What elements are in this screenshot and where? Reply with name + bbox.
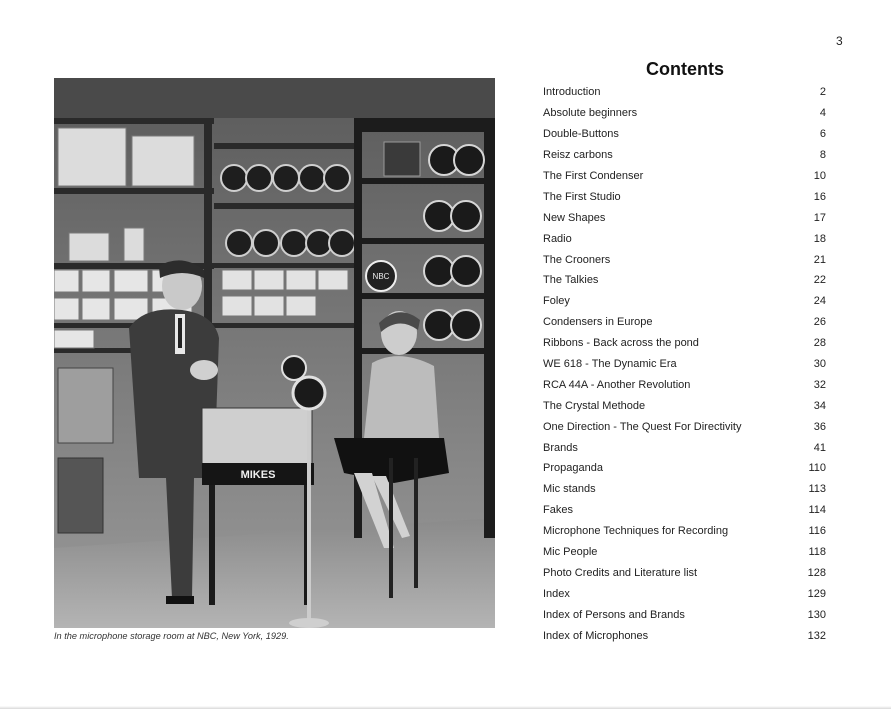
toc-entry-title: The Talkies: [543, 274, 599, 287]
toc-entry[interactable]: [543, 312, 826, 333]
toc-entry-title: Brands: [543, 441, 578, 454]
toc-entry[interactable]: [543, 228, 826, 249]
toc-entry-page: 24: [813, 295, 826, 308]
toc-entry-page: 2: [819, 86, 826, 99]
toc-entry[interactable]: [543, 270, 826, 291]
toc-entry[interactable]: [543, 82, 826, 103]
photo-illustration: [54, 78, 495, 628]
toc-entry[interactable]: [543, 124, 826, 145]
toc-entry-page: 116: [808, 525, 826, 538]
toc-entry-page: 10: [813, 170, 826, 182]
toc-entry[interactable]: [543, 458, 826, 479]
toc-entry-title: Reisz carbons: [543, 149, 613, 162]
contents-title: Contents: [646, 59, 724, 79]
toc-entry[interactable]: [543, 395, 826, 416]
toc-entry-title: Absolute beginners: [543, 107, 638, 120]
toc-entry-title: The First Condenser: [543, 170, 644, 182]
toc-entry-page: 132: [807, 629, 826, 642]
toc-entry-page: 110: [808, 462, 826, 475]
toc-entry-page: 41: [813, 441, 826, 454]
toc-entry-page: 17: [813, 211, 826, 224]
toc-entry[interactable]: [543, 186, 826, 207]
toc-entry[interactable]: [543, 583, 826, 604]
toc-entry-title: Fakes: [543, 504, 573, 517]
toc-entry-title: Propaganda: [543, 462, 603, 475]
toc-entry[interactable]: [543, 207, 826, 228]
toc-entry-title: Index: [543, 587, 570, 600]
toc-entry-title: RCA 44A - Another Revolution: [543, 378, 691, 391]
toc-entry-page: 21: [813, 253, 826, 266]
toc-entry-title: Photo Credits and Literature list: [543, 566, 698, 579]
toc-entry-page: 18: [813, 232, 826, 245]
photo-caption: In the microphone storage room at NBC, New York, 1929.: [54, 631, 289, 641]
toc-entry-title: Double-Buttons: [543, 128, 619, 141]
toc-entry-page: 128: [807, 566, 826, 579]
toc-entry[interactable]: [543, 249, 826, 270]
toc-entry-title: New Shapes: [543, 211, 606, 224]
toc-entry-page: 8: [819, 149, 826, 162]
toc-entry-page: 114: [808, 504, 826, 517]
toc-entry-title: Index of Persons and Brands: [543, 608, 685, 621]
page-number: 3: [836, 34, 843, 48]
toc-entry[interactable]: [543, 333, 826, 354]
toc-entry[interactable]: [543, 562, 826, 583]
toc-entry-title: WE 618 - The Dynamic Era: [543, 358, 677, 371]
toc-entry-title: Condensers in Europe: [543, 316, 653, 329]
toc-entry-title: Mic stands: [543, 483, 596, 496]
toc-entry[interactable]: [543, 374, 826, 395]
toc-entry[interactable]: [543, 416, 826, 437]
toc-entry-page: 129: [807, 587, 826, 600]
toc-entry[interactable]: [543, 354, 826, 375]
svg-text:MIKES: MIKES: [240, 469, 276, 481]
toc-entry-page: 16: [813, 190, 826, 203]
toc-entry[interactable]: [543, 542, 826, 563]
toc-entry-title: One Direction - The Quest For Directivity: [543, 420, 742, 433]
toc-entry-page: 130: [807, 608, 826, 621]
toc-entry-page: 4: [819, 107, 826, 120]
toc-entry-title: Microphone Techniques for Recording: [543, 525, 729, 538]
toc-entry[interactable]: [543, 291, 826, 312]
toc-entry[interactable]: [543, 625, 826, 646]
toc-entry[interactable]: [543, 479, 826, 500]
archival-photo: [54, 78, 495, 628]
toc-entry[interactable]: [543, 166, 826, 187]
table-of-contents: [543, 82, 826, 646]
toc-entry-title: The Crystal Methode: [543, 399, 646, 412]
toc-entry[interactable]: [543, 103, 826, 124]
toc-entry-page: 30: [813, 358, 826, 371]
toc-entry-title: Radio: [543, 232, 572, 245]
toc-entry-page: 22: [813, 274, 826, 287]
toc-entry-page: 32: [813, 378, 826, 391]
toc-entry-title: Foley: [543, 295, 570, 308]
toc-entry[interactable]: [543, 500, 826, 521]
toc-entry-title: The Crooners: [543, 253, 611, 266]
toc-entry-page: 34: [813, 399, 826, 412]
toc-entry-title: The First Studio: [543, 190, 621, 203]
toc-entry-title: Ribbons - Back across the pond: [543, 337, 699, 350]
svg-text:NBC: NBC: [372, 272, 390, 281]
toc-entry[interactable]: [543, 521, 826, 542]
toc-entry[interactable]: [543, 604, 826, 625]
toc-entry[interactable]: [543, 145, 826, 166]
toc-entry-page: 6: [819, 128, 826, 141]
toc-entry-page: 28: [813, 337, 826, 350]
toc-entry-page: 26: [813, 316, 826, 329]
toc-entry-title: Introduction: [543, 86, 601, 99]
toc-entry-page: 113: [808, 483, 826, 496]
toc-entry-title: Index of Microphones: [543, 629, 649, 642]
toc-entry[interactable]: [543, 437, 826, 458]
toc-entry-title: Mic People: [543, 546, 598, 559]
toc-entry-page: 118: [808, 546, 826, 559]
nbc-microphone: [366, 261, 396, 291]
toc-entry-page: 36: [813, 420, 826, 433]
